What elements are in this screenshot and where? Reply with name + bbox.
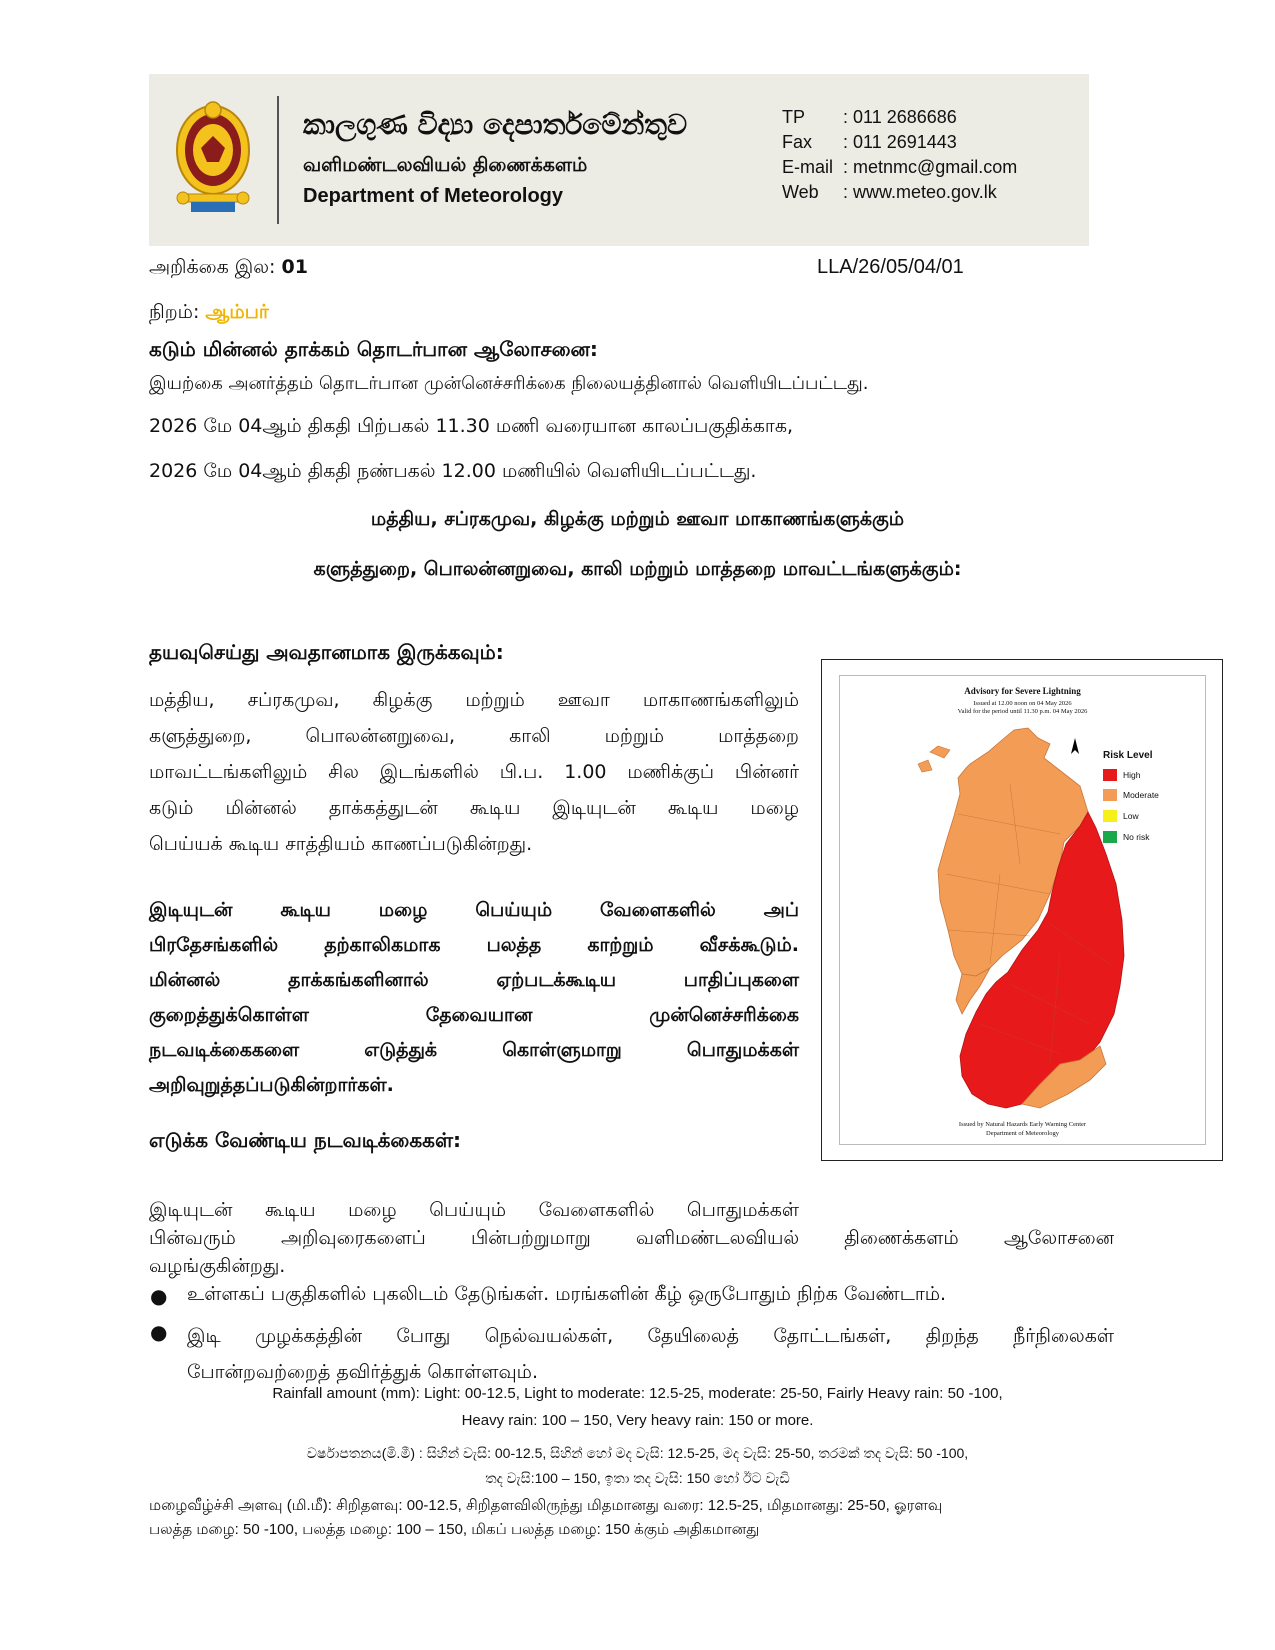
para1-line: பெய்யக் கூடிய சாத்தியம் காணப்படுகின்றது. (149, 833, 533, 855)
rainfall-sinhala-2: තද වැසි:100 – 150, ඉතා තද වැසි: 150 හෝ ඊට වැඩි (485, 1470, 790, 1486)
bullet-icon: ● (150, 1320, 168, 1344)
para2-line: மின்னல் தாக்கங்களினால் ஏற்படக்கூடிய பாதிப்புகளை (149, 969, 799, 991)
org-name-sinhala: කාලගුණ විද්‍යා දෙපාර්තමේන්තුව (303, 108, 688, 141)
rainfall-tamil-2: பலத்த மழை: 50 -100, பலத்த மழை: 100 – 150, மிகப் பலத்த மழை: 150 க்கும் அதிகமானது (149, 1521, 760, 1538)
notice-number: 01 (281, 256, 308, 278)
para1-line: கடும் மின்னல் தாக்கத்துடன் கூடிய இடியுடன் கூடிய மழை (149, 797, 799, 819)
para2-line: நடவடிக்கைகளை எடுத்துக் கொள்ளுமாறு பொதுமக்கள் (149, 1039, 799, 1061)
contact-value-tp: : 011 2686686 (843, 107, 957, 127)
map-valid: Valid for the period until 11.30 p.m. 04 May 2026 (957, 708, 1088, 715)
legend-label-no-risk: No risk (1123, 832, 1150, 842)
map-issued: Issued at 12.00 noon on 04 May 2026 (973, 700, 1072, 707)
regions-provinces: மத்திய, சப்ரகமுவ, கிழக்கு மற்றும் ஊவா மாகாணங்களுக்கும் (370, 508, 905, 530)
map-title: Advisory for Severe Lightning (964, 686, 1081, 696)
national-emblem-icon (171, 98, 255, 216)
para2-line: அறிவுறுத்தப்படுகின்றார்கள். (149, 1074, 394, 1096)
contact-label-email: E-mail (782, 157, 834, 177)
para2-line: இடியுடன் கூடிய மழை பெய்யும் வேளைகளில் அப் (149, 899, 799, 921)
rainfall-english-2: Heavy rain: 100 – 150, Very heavy rain: 150 or more. (461, 1412, 814, 1429)
contact-value-email[interactable]: : metnmc@gmail.com (843, 157, 1018, 177)
para2-line: குறைத்துக்கொள்ள தேவையான முன்னெச்சரிக்கை (149, 1004, 799, 1026)
action-bullet-2 (187, 1318, 1114, 1390)
advisory-map-panel (839, 675, 1206, 1145)
legend-swatch-no-risk (1103, 831, 1117, 843)
colour-label: நிறம்: (149, 301, 200, 323)
sri-lanka-risk-map (910, 724, 1130, 1114)
contact-label-tp: TP (782, 107, 806, 127)
colour-value: ஆம்பர் (205, 301, 269, 323)
notice-label: அறிக்கை இல: (149, 256, 276, 278)
notice-number-line (149, 256, 308, 281)
bullet-line: இடி முழக்கத்தின் போது நெல்வயல்கள், தேயிலைத் தோட்டங்கள், திறந்த நீர்நிலைகள் (187, 1325, 1114, 1347)
legend-swatch-high (1103, 769, 1117, 781)
attention-heading: தயவுசெய்து அவதானமாக இருக்கவும்: (149, 640, 504, 664)
actions-intro-rest (149, 1224, 1114, 1280)
para1-line: களுத்துறை, பொலன்னறுவை, காலி மற்றும் மாத்தறை (149, 725, 799, 747)
actions-heading: எடுக்க வேண்டிய நடவடிக்கைகள்: (149, 1128, 461, 1152)
legend-swatch-low (1103, 810, 1117, 822)
para2-line: பிரதேசங்களில் தற்காலிகமாக பலத்த காற்றும் வீசக்கூடும். (149, 934, 799, 956)
org-name-tamil: வளிமண்டலவியல் திணைக்களம் (303, 154, 588, 176)
header-divider (277, 96, 279, 224)
bullet-icon: ● (150, 1284, 168, 1308)
advisory-valid: 2026 மே 04ஆம் திகதி பிற்பகல் 11.30 மணி வரையான காலப்பகுதிக்காக, (149, 415, 794, 437)
legend-label-low: Low (1123, 811, 1139, 821)
attention-paragraph-2 (149, 893, 799, 1103)
legend-label-moderate: Moderate (1123, 790, 1159, 800)
legend-swatch-moderate (1103, 789, 1117, 801)
para1-line: மத்திய, சப்ரகமுவ, கிழக்கு மற்றும் ஊவா மாகாணங்களிலும் (149, 689, 799, 711)
colour-line (149, 301, 269, 326)
org-name-english: Department of Meteorology (303, 185, 564, 207)
advisory-issuer: இயற்கை அனர்த்தம் தொடர்பான முன்னெச்சரிக்கை நிலையத்தினால் வெளியிடப்பட்டது. (149, 373, 869, 394)
attention-paragraph-1 (149, 682, 799, 862)
advisory-issued: 2026 மே 04ஆம் திகதி நண்பகல் 12.00 மணியில் வெளியிடப்பட்டது. (149, 460, 757, 482)
intro-line: வழங்குகின்றது. (149, 1255, 286, 1277)
rainfall-tamil-1: மழைவீழ்ச்சி அளவு (மி.மீ): சிறிதளவு: 00-12.5, சிறிதளவிலிருந்து மிதமானது வரை: 12.5-25, மிதமானது: 25-50, ஓரளவு (149, 1497, 943, 1514)
contact-value-web[interactable]: : www.meteo.gov.lk (843, 182, 997, 202)
rainfall-english-1: Rainfall amount (mm): Light: 00-12.5, Light to moderate: 12.5-25, moderate: 25-50, Fairly Heavy rain: 50 -100, (272, 1385, 1003, 1402)
intro-line: பின்வரும் அறிவுரைகளைப் பின்பற்றுமாறு வளிமண்டலவியல் திணைக்களம் ஆலோசனை (149, 1227, 1114, 1249)
regions-districts: களுத்துறை, பொலன்னறுவை, காலி மற்றும் மாத்தறை மாவட்டங்களுக்கும்: (313, 558, 962, 580)
para1-line: மாவட்டங்களிலும் சில இடங்களில் பி.ப. 1.00 மணிக்குப் பின்னர் (149, 761, 799, 783)
contact-label-web: Web (782, 182, 819, 202)
legend-title: Risk Level (1103, 750, 1153, 761)
islands (918, 746, 950, 772)
intro-line: இடியுடன் கூடிய மழை பெய்யும் வேளைகளில் பொதுமக்கள் (149, 1199, 799, 1221)
advisory-title: கடும் மின்னல் தாக்கம் தொடர்பான ஆலோசனை: (149, 337, 598, 361)
advisory-map-figure (821, 659, 1223, 1161)
north-arrow-icon (1070, 738, 1080, 756)
actions-intro-line-1 (149, 1196, 799, 1224)
map-footer-1: Issued by Natural Hazards Early Warning Center (958, 1121, 1087, 1128)
legend-label-high: High (1123, 770, 1141, 780)
rainfall-sinhala-1: වර්ෂාපතනය(මි.මී) : සිහින් වැසි: 00-12.5, සිහින් හෝ මද වැසි: 12.5-25, මද වැසි: 25-50, තරමක් තද වැසි: 50 -100, (306, 1445, 969, 1461)
map-footer-2: Department of Meteorology (986, 1130, 1059, 1137)
letterhead (149, 74, 1089, 246)
reference-number: LLA/26/05/04/01 (817, 256, 964, 278)
contact-label-fax: Fax (782, 132, 813, 152)
bullet-line: போன்றவற்றைத் தவிர்த்துக் கொள்ளவும். (187, 1361, 538, 1383)
contact-value-fax: : 011 2691443 (843, 132, 957, 152)
action-bullet-1: உள்ளகப் பகுதிகளில் புகலிடம் தேடுங்கள். மரங்களின் கீழ் ஒருபோதும் நிற்க வேண்டாம். (187, 1283, 947, 1305)
